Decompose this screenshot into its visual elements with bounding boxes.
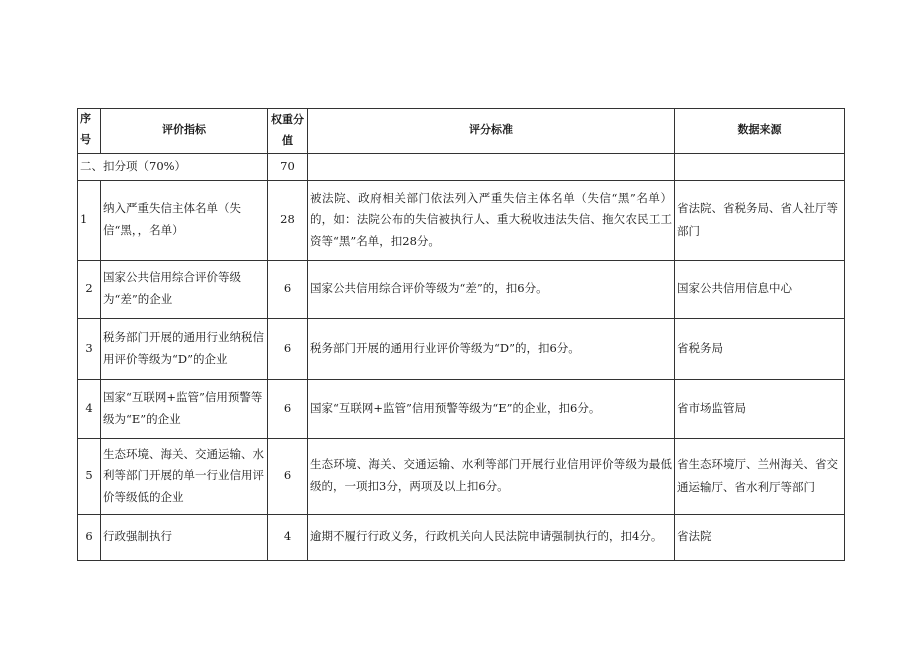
row-criteria: [308, 514, 675, 560]
row-seq: 4: [78, 379, 101, 438]
header-criteria: 评分标准: [308, 109, 675, 154]
row-source: [675, 318, 845, 379]
table-row: [78, 379, 845, 438]
indicator-text: 纳入严重失信主体名单（失信“黑，，名单）: [103, 201, 241, 238]
source-text: 省市场监管局: [677, 400, 746, 415]
row-seq: 5: [78, 438, 101, 514]
section-row: [78, 153, 845, 180]
row-weight: 6: [268, 438, 308, 514]
row-criteria: [308, 438, 675, 514]
criteria-text: 国家“互联网+监管”信用预警等级为“E”的企业，扣6分。: [310, 400, 601, 415]
criteria-text: 税务部门开展的通用行业评价等级为“D”的，扣6分。: [310, 340, 580, 355]
source-text: 省法院: [677, 529, 712, 544]
row-weight: 6: [268, 379, 308, 438]
section-source-empty: [675, 153, 845, 180]
row-seq: 6: [78, 514, 101, 560]
row-source: [675, 438, 845, 514]
table-header-row: [78, 109, 845, 154]
header-seq: 序号: [78, 109, 101, 154]
indicator-text: 行政强制执行: [103, 529, 172, 544]
header-weight: 权重分值: [268, 109, 308, 154]
indicator-text: 国家公共信用综合评价等级为“差”的企业: [103, 270, 241, 307]
indicator-text: 国家“互联网+监管”信用预警等级为“E”的企业: [103, 389, 263, 426]
source-text: 省法院、省税务局、省人社厅等部门: [677, 201, 838, 239]
table-row: [78, 318, 845, 379]
row-indicator: [101, 318, 268, 379]
row-source: [675, 260, 845, 318]
criteria-text: 生态环境、海关、交通运输、水利等部门开展行业信用评价等级为最低级的，一项扣3分，两项及以上扣6分。: [310, 457, 672, 494]
table-row: [78, 180, 845, 260]
criteria-text: 被法院、政府相关部门依法列入严重失信主体名单（失信“黑”名单）的，如：法院公布的失信被执行人、重大税收违法失信、拖欠农民工工资等“黑”名单，扣28分。: [310, 190, 672, 249]
table-row: [78, 260, 845, 318]
row-indicator: [101, 180, 268, 260]
source-text: 省税务局: [677, 340, 723, 355]
row-weight: 4: [268, 514, 308, 560]
table-row: [78, 514, 845, 560]
section-criteria-empty: [308, 153, 675, 180]
section-weight: 70: [268, 153, 308, 180]
row-weight: 6: [268, 260, 308, 318]
table-row: [78, 438, 845, 514]
row-weight: 28: [268, 180, 308, 260]
row-source: [675, 180, 845, 260]
row-indicator: [101, 438, 268, 514]
source-text: 省生态环境厅、兰州海关、省交通运输厅、省水利厅等部门: [677, 457, 838, 495]
row-criteria: [308, 260, 675, 318]
indicator-text: 生态环境、海关、交通运输、水利等部门开展的单一行业信用评价等级低的企业: [103, 446, 264, 505]
source-text: 国家公共信用信息中心: [677, 281, 792, 296]
row-indicator: [101, 379, 268, 438]
row-source: [675, 514, 845, 560]
row-criteria: [308, 318, 675, 379]
row-source: [675, 379, 845, 438]
criteria-text: 国家公共信用综合评价等级为“差”的，扣6分。: [310, 281, 548, 296]
header-indicator: 评价指标: [101, 109, 268, 154]
credit-scoring-table: [77, 108, 845, 561]
row-seq: 2: [78, 260, 101, 318]
row-indicator: [101, 260, 268, 318]
row-seq: 1: [78, 180, 101, 260]
row-indicator: [101, 514, 268, 560]
row-weight: 6: [268, 318, 308, 379]
row-criteria: [308, 379, 675, 438]
row-criteria: [308, 180, 675, 260]
row-seq: 3: [78, 318, 101, 379]
header-source: 数据来源: [675, 109, 845, 154]
criteria-text: 逾期不履行行政义务，行政机关向人民法院申请强制执行的，扣4分。: [310, 529, 663, 544]
indicator-text: 税务部门开展的通用行业纳税信用评价等级为“D”的企业: [103, 329, 264, 366]
section-label: 二、扣分项（70%）: [78, 153, 268, 180]
